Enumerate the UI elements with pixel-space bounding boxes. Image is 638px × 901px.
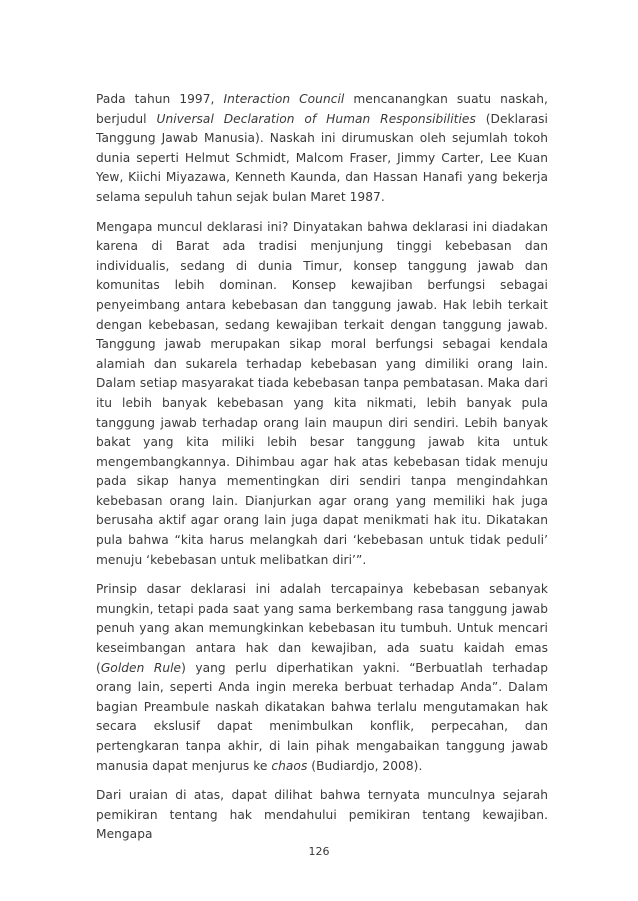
paragraph-1 <box>96 90 548 208</box>
paragraph-3-italic-chaos: chaos <box>271 758 308 773</box>
paragraph-3 <box>96 580 548 776</box>
paragraph-1-italic-declaration-title: Universal Declaration of Human Responsibilities <box>156 111 476 126</box>
paragraph-2-text: Mengapa muncul deklarasi ini? Dinyatakan bahwa deklarasi ini diadakan karena di Barat ada tradisi menjunjung tinggi kebebasan dan individualis, sedang di dunia Timur, konsep tanggung jawab dan komunitas lebih dominan. Konsep kewajiban berfungsi sebagai penyeimbang antara kebebasan dan tanggung jawab. Hak lebih terkait dengan kebebasan, sedang kewajiban terkait dengan tanggung jawab. Tanggung jawab merupakan sikap moral berfungsi sebagai kendala alamiah dan sukarela terhadap kebebasan yang dimiliki orang lain. Dalam setiap masyarakat tiada kebebasan tanpa pembatasan. Maka dari itu lebih banyak kebebasan yang kita nikmati, lebih banyak pula tanggung jawab terhadap orang lain maupun diri sendiri. Lebih banyak bakat yang kita miliki lebih besar tanggung jawab kita untuk mengembangkannya. Dihimbau agar hak atas kebebasan tidak menuju pada sikap hanya mementingkan diri sendiri tanpa mengindahkan kebebasan orang lain. Dianjurkan agar orang yang memiliki hak juga berusaha aktif agar orang lain juga dapat menikmati hak itu. Dikatakan pula bahwa “kita harus melangkah dari ‘kebebasan untuk tidak peduli’ menuju ‘kebebasan untuk melibatkan diri’”. <box>96 219 548 567</box>
paragraph-1-text: (Deklarasi Tanggung Jawab Manusia). Naskah ini dirumuskan oleh sejumlah tokoh dunia seperti Helmut Schmidt, Malcom Fraser, Jimmy Carter, Lee Kuan Yew, Kiichi Miyazawa, Kenneth Kaunda, dan Hassan Hanafi yang bekerja selama sepuluh tahun sejak bulan Maret 1987. <box>96 111 548 204</box>
paragraph-1-text: mencanangkan suatu naskah, berjudul <box>96 92 548 126</box>
page-body <box>96 90 548 855</box>
paragraph-1-italic-interaction-council: Interaction Council <box>223 92 345 106</box>
paragraph-3-italic-golden-rule: Golden Rule <box>100 660 182 675</box>
paragraph-3-text: ) yang perlu diperhatikan yakni. “Berbuatlah terhadap orang lain, seperti Anda ingin mereka berbuat terhadap Anda”. Dalam bagian Preambule naskah dikatakan bahwa terlalu mengutamakan hak secara ekslusif dapat menimbulkan konflik, perpecahan, dan pertengkaran tanpa akhir, di lain pihak mengabaikan tanggung jawab manusia dapat menjurus ke <box>96 660 548 773</box>
paragraph-4-text: Dari uraian di atas, dapat dilihat bahwa ternyata munculnya sejarah pemikiran tentang hak mendahului pemikiran tentang kewajiban. Mengapa <box>96 788 548 842</box>
paragraph-1-text: Pada tahun 1997, <box>96 92 224 106</box>
paragraph-2 <box>96 218 548 571</box>
paragraph-3-text: Prinsip dasar deklarasi ini adalah tercapainya kebebasan sebanyak mungkin, tetapi pada saat yang sama berkembang rasa tanggung jawab penuh yang akan memungkinkan kebebasan itu tumbuh. Untuk mencari keseimbangan antara hak dan kewajiban, ada suatu kaidah emas ( <box>96 582 548 675</box>
paragraph-3-text: (Budiardjo, 2008). <box>307 758 423 773</box>
page-number: 126 <box>308 845 330 858</box>
paragraph-4 <box>96 786 548 845</box>
